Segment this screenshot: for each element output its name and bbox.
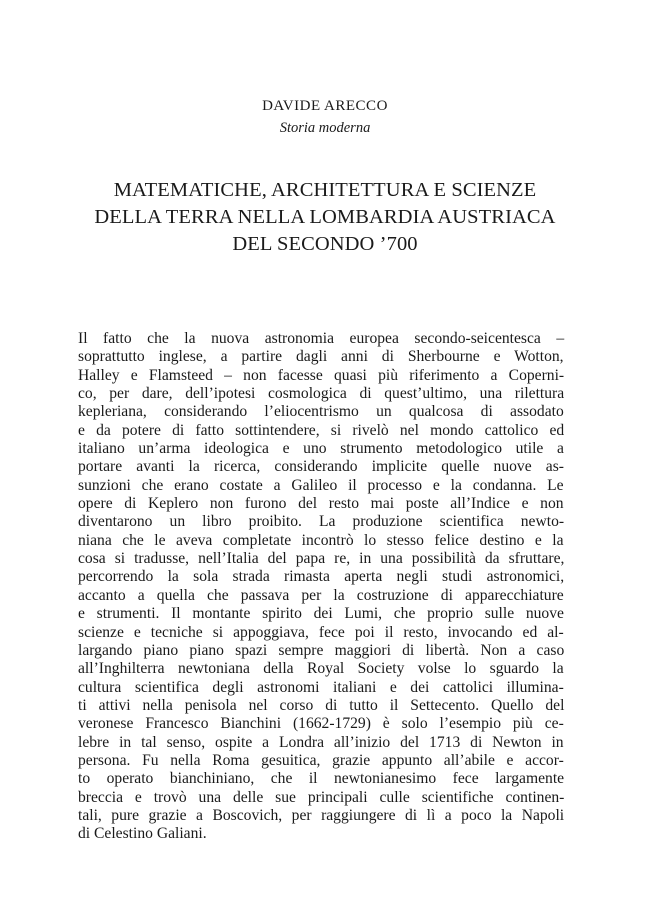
body-line: Halley e Flamsteed – non facesse quasi più riferimento a Coperni- [78, 366, 565, 384]
body-line: di Celestino Galiani. [78, 825, 207, 843]
body-line: all’Inghilterra newtoniana della Royal Society volse lo sguardo la [78, 660, 564, 678]
body-line: diventarono un libro proibito. La produzione scientifica newto- [78, 513, 565, 531]
body-line: e da potere di fatto sottintendere, si rivelò nel mondo cattolico ed [78, 421, 565, 439]
body-line: cosa si tradusse, nell’Italia del papa re, in una possibilità da sfruttare, [78, 550, 565, 568]
title-line: DELLA TERRA NELLA LOMBARDIA AUSTRIACA [94, 206, 556, 228]
body-line: persona. Fu nella Roma gesuitica, grazie appunto all’abile e accor- [78, 751, 564, 769]
body-line: Il fatto che la nuova astronomia europea secondo-seicentesca – [78, 330, 565, 347]
body-line: co, per dare, dell’ipotesi cosmologica di quest’ultimo, una rilettura [78, 385, 565, 403]
title-line: MATEMATICHE, ARCHITETTURA E SCIENZE [113, 179, 537, 201]
body-line: soprattutto inglese, a partire dagli anni di Sherbourne e Wotton, [78, 348, 564, 366]
body-line: kepleriana, considerando l’eliocentrismo un qualcosa di assodato [78, 403, 564, 421]
body-line: lebre in tal senso, ospite a Londra all’inizio del 1713 di Newton in [78, 733, 564, 751]
body-line: scienze e tecniche si appoggiava, fece poi il resto, invocando ed al- [78, 623, 564, 641]
author-affiliation: Storia moderna [279, 120, 371, 136]
body-line: percorrendo la sola strada rimasta aperta negli studi astronomici, [78, 568, 565, 586]
body-line: sunzioni che erano costate a Galileo il processo e la condanna. Le [78, 476, 564, 494]
body-line: portare avanti la ricerca, considerando implicite quelle nuove as- [78, 458, 564, 476]
body-line: niana che le aveva completate incontrò lo stesso felice destino e la [78, 531, 564, 549]
author-name: DAVIDE ARECCO [262, 98, 388, 114]
body-line: breccia e trovò una delle sue principali culle scientifiche continen- [78, 788, 565, 806]
body-line: e strumenti. Il montante spirito dei Lumi, che proprio sulle nuove [78, 605, 564, 623]
body-line: accanto a quella che passava per la costruzione di apparecchiature [78, 586, 564, 604]
body-line: largando piano piano spazi sempre maggiori di libertà. Non a caso [78, 641, 565, 659]
body-line: opere di Keplero non furono del resto mai poste all’Indice e non [78, 495, 564, 513]
body-line: cultura scientifica degli astronomi italiani e dei cattolici illumina- [78, 678, 564, 696]
title-line: DEL SECONDO ’700 [232, 233, 418, 255]
body-line: veronese Francesco Bianchini (1662-1729) è solo l’esempio più ce- [78, 715, 564, 733]
body-line: to operato bianchiniano, che il newtonianesimo fece largamente [78, 770, 565, 788]
body-line: tali, pure grazie a Boscovich, per raggiungere di lì a poco la Napoli [78, 806, 565, 824]
article-title [40, 177, 610, 258]
body-paragraph [78, 330, 564, 844]
body-line: ti attivi nella penisola nel corso di tutto il Settecento. Quello del [78, 696, 565, 714]
body-line: italiano un’arma ideologica e uno strumento metodologico utile a [78, 440, 564, 458]
